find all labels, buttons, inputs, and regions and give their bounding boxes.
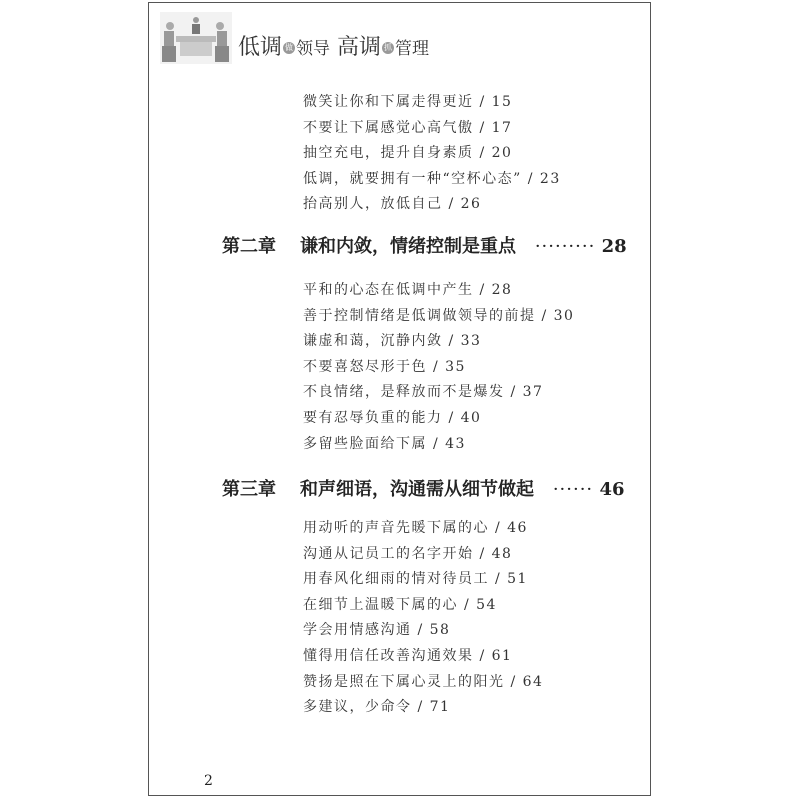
leader-dots: ······: [552, 479, 594, 500]
chapter-number: 第二章: [222, 236, 276, 257]
toc-entry[interactable]: 用动听的声音先暖下属的心 / 46: [303, 520, 528, 536]
chapter-title: 和声细语，沟通需从细节做起: [300, 479, 534, 500]
toc-entry[interactable]: 用春风化细雨的情对待员工 / 51: [303, 571, 528, 588]
leader-dots: ·········: [534, 236, 596, 257]
toc-entry[interactable]: 在细节上温暖下属的心 / 54: [303, 596, 497, 613]
toc-entry[interactable]: 不良情绪，是释放而不是爆发 / 37: [303, 384, 544, 401]
book-title: [238, 30, 429, 61]
title-text: 领导: [296, 39, 331, 59]
toc-entry[interactable]: 微笑让你和下属走得更近 / 15: [303, 94, 513, 110]
toc-entry[interactable]: 低调，就要拥有一种“空杯心态” / 23: [303, 170, 561, 187]
toc-entry[interactable]: 要有忍辱负重的能力 / 40: [303, 410, 482, 426]
chapter-number: 第三章: [222, 479, 276, 500]
chapter-title: 谦和内敛，情绪控制是重点: [300, 236, 516, 257]
chapter-heading[interactable]: [222, 475, 625, 501]
toc-entry[interactable]: 不要喜怒尽形于色 / 35: [303, 358, 466, 375]
meeting-illustration-icon: [160, 12, 232, 64]
toc-entry[interactable]: 平和的心态在低调中产生 / 28: [303, 282, 513, 298]
chapter-heading[interactable]: [222, 232, 627, 258]
toc-entry[interactable]: 谦虚和蔼，沉静内敛 / 33: [303, 333, 482, 350]
chapter-page: 28: [601, 236, 627, 257]
toc-entry[interactable]: 多留些脸面给下属 / 43: [303, 435, 466, 452]
toc-entry[interactable]: 赞扬是照在下属心灵上的阳光 / 64: [303, 673, 544, 690]
chapter-title-line: [300, 232, 627, 258]
toc-entry[interactable]: 学会用情感沟通 / 58: [303, 622, 451, 639]
chapter-page: 46: [599, 479, 625, 500]
title-text: 管理: [395, 39, 430, 59]
toc-entry[interactable]: 不要让下属感觉心高气傲 / 17: [303, 119, 513, 136]
title-text: 高调: [337, 35, 382, 60]
page-number: 2: [204, 773, 213, 789]
chapter-title-line: [300, 475, 625, 501]
title-text: 低调: [238, 35, 283, 60]
toc-entry[interactable]: 懂得用信任改善沟通效果 / 61: [303, 648, 513, 664]
toc-entry[interactable]: 沟通从记员工的名字开始 / 48: [303, 545, 513, 562]
toc-entry[interactable]: 多建议，少命令 / 71: [303, 699, 451, 716]
toc-entry[interactable]: 抽空充电，提升自身素质 / 20: [303, 145, 513, 162]
title-badge: 抓: [384, 43, 393, 52]
toc-entry[interactable]: 善于控制情绪是低调做领导的前提 / 30: [303, 307, 575, 324]
toc-entry[interactable]: 抬高别人，放低自己 / 26: [303, 196, 482, 213]
title-badge: 做: [285, 43, 294, 52]
